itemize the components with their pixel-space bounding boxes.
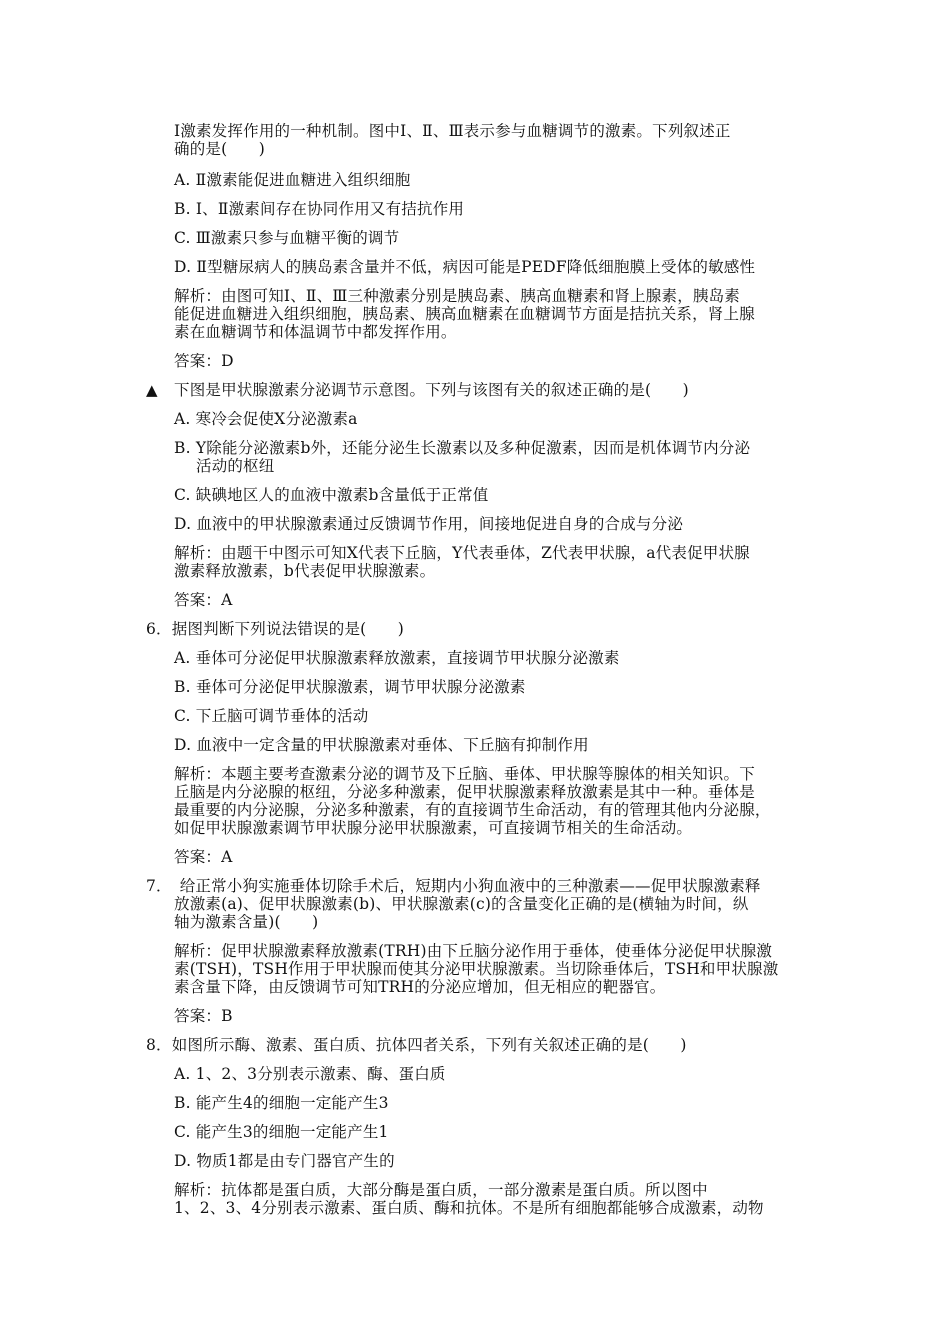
q7-stem-2: 放激素(a)、促甲状腺激素(b)、甲状腺激素(c)的含量变化正确的是(横轴为时间，纵 [174, 895, 749, 913]
q4-c: C. Ⅲ激素只参与血糖平衡的调节 [174, 229, 400, 247]
q6-a: A. 垂体可分泌促甲状腺激素释放激素，直接调节甲状腺分泌激素 [174, 649, 620, 667]
q6-exp-1: 解析：本题主要考查激素分泌的调节及下丘脑、垂体、甲状腺等腺体的相关知识。下 [174, 765, 755, 783]
q6-stem: 6．据图判断下列说法错误的是( ) [146, 620, 405, 638]
q6-exp-3: 最重要的内分泌腺，分泌多种激素，有的直接调节生命活动，有的管理其他内分泌腺， [174, 801, 771, 819]
q5-exp-1: 解析：由题干中图示可知X代表下丘脑，Y代表垂体，Z代表甲状腺，a代表促甲状腺 [174, 544, 750, 562]
q4-ans: 答案：D [174, 352, 234, 370]
q5-exp-2: 激素释放激素，b代表促甲状腺激素。 [174, 562, 436, 580]
q6-exp-2: 丘脑是内分泌腺的枢纽，分泌多种激素，促甲状腺激素释放激素是其中一种。垂体是 [174, 783, 755, 801]
q8-b: B. 能产生4的细胞一定能产生3 [174, 1094, 389, 1112]
q4-exp-1: 解析：由图可知Ⅰ、Ⅱ、Ⅲ三种激素分别是胰岛素、胰高血糖素和肾上腺素，胰岛素 [174, 287, 741, 305]
q7-stem-1: 7． 给正常小狗实施垂体切除手术后，短期内小狗血液中的三种激素——促甲状腺激素释 [146, 877, 761, 895]
q8-c: C. 能产生3的细胞一定能产生1 [174, 1123, 389, 1141]
q5-a: A. 寒冷会促使X分泌激素a [174, 410, 358, 428]
q7-exp-2: 素(TSH)，TSH作用于甲状腺而使其分泌甲状腺激素。当切除垂体后，TSH和甲状腺激 [174, 960, 779, 978]
q8-stem: 8．如图所示酶、激素、蛋白质、抗体四者关系，下列有关叙述正确的是( ) [146, 1036, 687, 1054]
q5-stem: 下图是甲状腺激素分泌调节示意图。下列与该图有关的叙述正确的是( ) [174, 381, 689, 399]
q7-stem-3: 轴为激素含量)( ) [174, 913, 319, 931]
q8-exp-1: 解析：抗体都是蛋白质，大部分酶是蛋白质，一部分激素是蛋白质。所以图中 [174, 1181, 708, 1199]
q4-b: B. Ⅰ、Ⅱ激素间存在协同作用又有拮抗作用 [174, 200, 465, 218]
q4-stem-2: 确的是( ) [174, 140, 265, 158]
q6-b: B. 垂体可分泌促甲状腺激素，调节甲状腺分泌激素 [174, 678, 526, 696]
q4-exp-2: 能促进血糖进入组织细胞，胰岛素、胰高血糖素在血糖调节方面是拮抗关系，肾上腺 [174, 305, 755, 323]
q6-c: C. 下丘脑可调节垂体的活动 [174, 707, 369, 725]
q7-exp-1: 解析：促甲状腺激素释放激素(TRH)由下丘脑分泌作用于垂体，使垂体分泌促甲状腺激 [174, 942, 773, 960]
q4-a: A. Ⅱ激素能促进血糖进入组织细胞 [174, 171, 411, 189]
q4-exp-3: 素在血糖调节和体温调节中都发挥作用。 [174, 323, 457, 341]
q5-c: C. 缺碘地区人的血液中激素b含量低于正常值 [174, 486, 489, 504]
q6-ans: 答案：A [174, 848, 233, 866]
q7-exp-3: 素含量下降，由反馈调节可知TRH的分泌应增加，但无相应的靶器官。 [174, 978, 666, 996]
q4-d: D. Ⅱ型糖尿病人的胰岛素含量并不低，病因可能是PEDF降低细胞膜上受体的敏感性 [174, 258, 756, 276]
q8-exp-2: 1、2、3、4分别表示激素、蛋白质、酶和抗体。不是所有细胞都能够合成激素，动物 [174, 1199, 764, 1217]
q6-d: D. 血液中一定含量的甲状腺激素对垂体、下丘脑有抑制作用 [174, 736, 589, 754]
q8-a: A. 1、2、3分别表示激素、酶、蛋白质 [174, 1065, 446, 1083]
q5-ans: 答案：A [174, 591, 233, 609]
q5-d: D. 血液中的甲状腺激素通过反馈调节作用，间接地促进自身的合成与分泌 [174, 515, 684, 533]
q5-b-1: B. Y除能分泌激素b外，还能分泌生长激素以及多种促激素，因而是机体调节内分泌 [174, 439, 751, 457]
q8-d: D. 物质1都是由专门器官产生的 [174, 1152, 395, 1170]
triangle-marker-icon: ▲ [146, 381, 158, 399]
q7-ans: 答案：B [174, 1007, 233, 1025]
q5-b-2: 活动的枢纽 [196, 457, 275, 475]
q4-stem-1: Ⅰ激素发挥作用的一种机制。图中Ⅰ、Ⅱ、Ⅲ表示参与血糖调节的激素。下列叙述正 [174, 122, 731, 140]
q6-exp-4: 如促甲状腺激素调节甲状腺分泌甲状腺激素，可直接调节相关的生命活动。 [174, 819, 693, 837]
